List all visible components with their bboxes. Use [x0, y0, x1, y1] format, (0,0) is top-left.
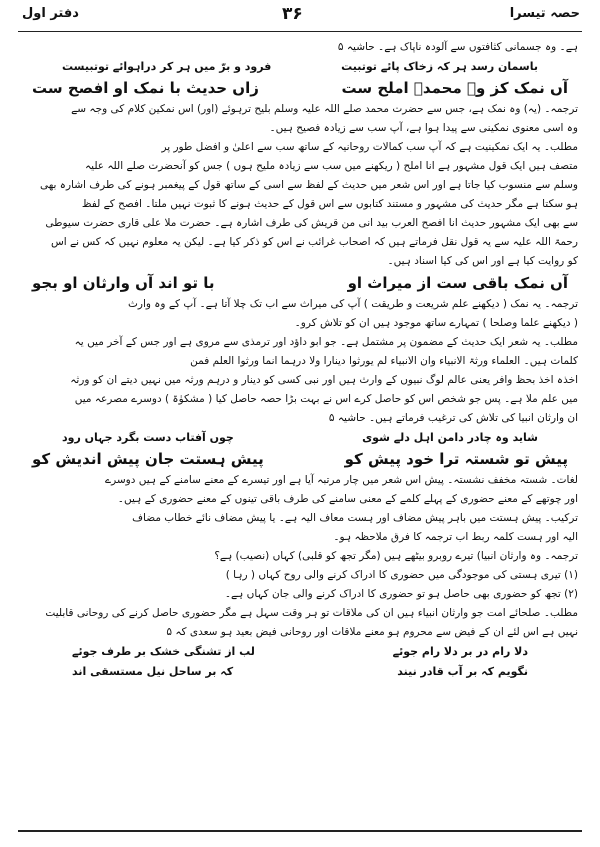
- para2-line: کو روایت کیا ہے اور اس کی کیا اسناد ہیں۔: [387, 255, 578, 267]
- top-couplet-right: باسمان رسد ہر کہ زخاک پائے توتبیت: [341, 60, 538, 73]
- verse-2-left: با تو اند آں وارثان او بجو: [32, 274, 215, 292]
- bottom-verse-bottom: [22, 662, 578, 682]
- bottom-rule: [18, 830, 582, 832]
- para2-line: متصف ہیں ایک قول مشہور ہے انا املح ( ریکھنے میں سب سے زیادہ ملیح ہوں ) جس کو آنحضرت صلے اللہ علیہ: [85, 160, 578, 172]
- para4-line: اخذہ اخذ بحظ وافر یعنی عالم لوگ نبیوں کے وارث ہیں اور نبی کسی کو دینار و درہم ورثہ میں نہیں دیتے ان کو ورثہ: [70, 374, 578, 386]
- top-couplet-left: فرود و برّ میں ہر کر دراہوائے توتبیست: [62, 60, 272, 73]
- para3-line: ( دیکھنے علما وصلحا ) تمہارے ساتھ موجود ہیں ان کو تلاش کرو۔: [294, 317, 578, 329]
- para5-line: اور چوتھے کے معنے حضوری کے پہلے کلمے کے معنی سامنے کی طرف باقی تینوں کے معنے حضوری کے ہیں۔: [117, 493, 578, 505]
- top-line: ہے۔ وہ جسمانی کثافتوں سے آلودہ ناپاک ہے۔ حاشیہ ۵: [337, 41, 578, 53]
- para1-line: وہ اسی معنوی نمکینی سے پیدا ہوا ہے، آپ سب سے زیادہ فصیح ہیں۔: [269, 122, 578, 134]
- verse-2-right: آں نمک باقی ست از میراث او: [347, 274, 568, 292]
- para4-line: میں علم ملا ہے۔ پس جو شخص اس کو حاصل کرے اس نے بہت بڑا حصہ حاصل کیا ( مشکوٰۃ ) دوسرے مصرعہ میں: [74, 393, 578, 405]
- para2-line: مطلب۔ یہ ایک نمکینیت ہے کہ آپ سب کمالات روحانیہ کے ساتھ سب سے اعلیٰ و افضل طور پر: [161, 141, 578, 153]
- para8-line: نہیں ہے اس لئے ان کے فیض سے محروم ہو معنے ملاقات اور روحانی فیض بعید ہو سعدی کہ ۵: [166, 626, 578, 638]
- verse-2: [22, 271, 578, 295]
- para4-line: ان وارثان انبیا کی تلاش کی ترغیب فرماتے ہیں۔ حاشیہ ۵: [328, 412, 578, 424]
- verse-3: [22, 447, 578, 471]
- para2-line: رحمۃ اللہ علیہ سے یہ قول نقل فرماتے ہیں کہ اصحاب غرائب نے اس کو ذکر کیا ہے۔ لیکن یہ معلوم نہیں کہ کس نے اس: [50, 236, 578, 248]
- para6-line: الیہ اور ہست کلمہ ربط اب ترجمہ کا فرق ملاحظہ ہو۔: [333, 531, 578, 543]
- para1-line: ترجمہ۔ (یہ) وہ نمک ہے، جس سے حضرت محمد صلے اللہ علیہ وسلم بلیح ترہوئے (اور) اس نمکین کلام کی وجہ سے: [71, 103, 578, 115]
- bottom-verse-left-top: لب از تشنگی خشک بر طرف جوئے: [72, 645, 255, 658]
- page-number: ۳۶: [282, 4, 303, 24]
- para7-line: (۱) تیری ہستی کی موجودگی میں حضوری کا ادراک کرنے والی روح کہاں ( رہا ): [225, 569, 578, 581]
- header-left: دفتر اول: [22, 6, 79, 21]
- para4-line: مطلب۔ یہ شعر ایک حدیث کے مضمون پر مشتمل ہے۔ جو ابو داؤد اور ترمذی سے مروی ہے اور جس کے آخر میں یہ: [74, 336, 578, 348]
- bottom-verse-right-top: دلا رام در بر دلا رام جوئے: [392, 645, 528, 658]
- page-body: [22, 38, 578, 682]
- para6-line: ترکیب۔ پیش ہستت میں باہر پیش مضاف اور ہست معاف الیہ ہے۔ یا پیش مضاف نائے خطاب مضاف: [132, 512, 578, 524]
- para5-line: لغات۔ شستہ مخفف نشستہ۔ پیش اس شعر میں چار مرتبہ آیا ہے اور تیسرے کے معنے سامنے کے ہیں دوسرے: [104, 474, 578, 486]
- verse-3-left: پیش ہستت جان پیش اندیش کو: [32, 450, 264, 468]
- small-verse-left: چوں آفتاب دست بگرد جہاں رود: [62, 431, 234, 444]
- verse-3-right: پیش تو شستہ ترا خود پیش کو: [344, 450, 568, 468]
- para2-line: سے بھی ایک مشہور حدیث انا افصح العرب بید انی من قریش کی طرف اشارہ ہے۔ حضرت ملا علی قاری حضرت سیوطی: [45, 217, 578, 229]
- top-couplet: [22, 57, 578, 76]
- bottom-verse-top: [22, 642, 578, 662]
- small-verse: [22, 428, 578, 447]
- para2-line: وسلم سے منسوب کیا جاتا ہے اور اس شعر میں حدیث کے لفظ سے اسی کے ساتھ قول کے پیغمبر ہونے کی طرف اشارہ بھی: [39, 179, 578, 191]
- verse-1-left: زاں حدیث با نمک او افصح ست: [32, 79, 259, 97]
- para8-line: مطلب۔ صلحائے امت جو وارثان انبیاء ہیں ان کی ملاقات تو ہر وقت سہل ہے مگر حضوری حاصل کرنے کی روحانی قابلیت: [45, 607, 578, 619]
- top-rule: [18, 31, 582, 32]
- bottom-verse-right-bottom: نگویم کہ بر آب قادر نیند: [397, 665, 528, 678]
- para2-line: ہو سکتا ہے مگر حدیث کی مشہور و مستند کتابوں سے اس قول کے حدیث ہونے کا ثبوت نہیں ملتا۔ افصح کے لفظ: [81, 198, 578, 210]
- para7-line: (۲) تجھ کو حضوری بھی حاصل ہو تو حضوری کا ادراک کرنے والی جان کہاں ہے۔: [224, 588, 578, 600]
- header-right: حصہ تیسرا: [509, 6, 580, 21]
- bottom-verse-left-bottom: کہ بر ساحل نیل مستسقی اند: [72, 665, 234, 678]
- verse-1: [22, 76, 578, 100]
- para4-line: کلمات ہیں۔ العلماء ورثۃ الانبیاء وان الانبیاء لم یورثوا دینارا ولا درہما انما ورثوا العلم فمن: [190, 355, 578, 367]
- para3-line: ترجمہ۔ یہ نمک ( دیکھنے علم شریعت و طریقت ) آپ کی میراث سے اب تک چلا آتا ہے۔ آپ کے وہ وارث: [128, 298, 578, 310]
- small-verse-right: شاید وہ چادر دامن اہل دلے شوی: [362, 431, 538, 444]
- para7-line: ترجمہ۔ وہ وارثان انبیا) تیرے روبرو بیٹھے ہیں (مگر تجھ کو قلبی) کہاں (نصیب) ہے؟: [214, 550, 578, 562]
- verse-1-right: آں نمک کز وے محمدؐ املح ست: [341, 79, 568, 97]
